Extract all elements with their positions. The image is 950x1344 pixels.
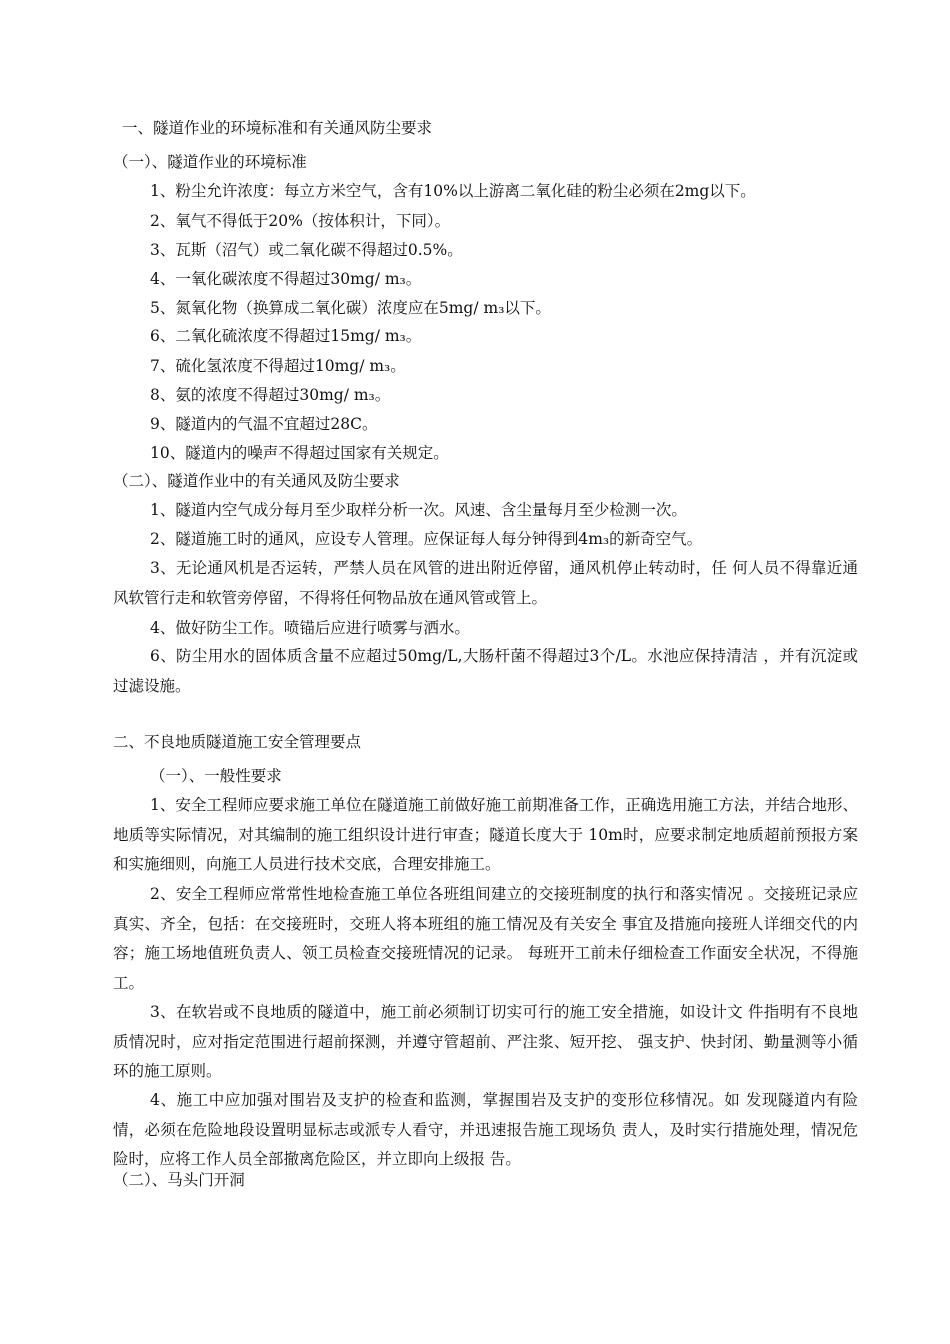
vent-item-1: 1、隧道内空气成分每月至少取样分析一次。风速、含尘量每月至少检测一次。 — [150, 501, 687, 519]
section-1-title: （一）、隧道作业的环境标准 — [113, 153, 307, 171]
section-2-title: （二）、隧道作业中的有关通风及防尘要求 — [113, 472, 400, 490]
env-item-6: 6、二氧化硫浓度不得超过15mg/ m₃。 — [150, 327, 422, 345]
general-item-4: 4、施工中应加强对围岩及支护的检查和监测，掌握围岩及支护的变形位移情况。如 发现隧道内有险情，必须在危险地段设置明显标志或派专人看守，并迅速报告施工现场负 责人，及时实行措施处理，情况危险时，应将工作人员全部撤离危险区，并立即向上级报 告。 — [113, 1091, 858, 1168]
vent-item-6: 6、防尘用水的固体质含量不应超过50mg/L,大肠杆菌不得超过3个/L。水池应保持清洁 ，并有沉淀或过滤设施。 — [113, 647, 858, 695]
general-item-3: 3、在软岩或不良地质的隧道中，施工前必须制订切实可行的施工安全措施，如设计文 件指明有不良地质情况时，应对指定范围进行超前探测，并遵守管超前、严注浆、短开挖、 强支护、快封闭、勤量测等小循环的施工原则。 — [113, 1003, 858, 1080]
env-item-2: 2、氧气不得低于20%（按体积计，下同）。 — [150, 212, 451, 230]
vent-item-3: 3、无论通风机是否运转，严禁人员在风管的进出附近停留，通风机停止转动时，任 何人员不得靠近通风软管行走和软管旁停留，不得将任何物品放在通风管或管上。 — [113, 559, 858, 607]
env-item-8: 8、氨的浓度不得超过30mg/ m₃。 — [150, 386, 391, 404]
general-item-2: 2、安全工程师应常常性地检查施工单位各班组间建立的交接班制度的执行和落实情况 。交接班记录应真实、齐全，包括：在交接班时，交班人将本班组的施工情况及有关安全 事宜及措施向接班人详细交代的内容；施工场地值班负责人、领工员检查交接班情况的记录。 每班开工前未仔细检查工作面安全状况，不得施工。 — [113, 885, 858, 992]
env-item-5: 5、氮氧化物（换算成二氧化碳）浓度应在5mg/ m₃以下。 — [150, 299, 551, 317]
section-3-title: （一）、一般性要求 — [150, 767, 282, 785]
env-item-10: 10、隧道内的噪声不得超过国家有关规定。 — [150, 444, 449, 462]
vent-item-2: 2、隧道施工时的通风，应设专人管理。应保证每人每分钟得到4m₃的新奇空气。 — [150, 530, 703, 548]
heading-2: 二、不良地质隧道施工安全管理要点 — [113, 733, 362, 751]
env-item-3: 3、瓦斯（沼气）或二氧化碳不得超过0.5%。 — [150, 241, 463, 259]
heading-1: 一、隧道作业的环境标准和有关通风防尘要求 — [122, 119, 433, 137]
general-item-1: 1、安全工程师应要求施工单位在隧道施工前做好施工前期准备工作，正确选用施工方法，并结合地形、地质等实际情况，对其编制的施工组织设计进行审查；隧道长度大于 10m时，应要求制定地质超前预报方案和实施细则，向施工人员进行技术交底，合理安排施工。 — [113, 796, 858, 873]
env-item-4: 4、一氧化碳浓度不得超过30mg/ m₃。 — [150, 270, 422, 288]
env-item-7: 7、硫化氢浓度不得超过10mg/ m₃。 — [150, 357, 406, 375]
env-item-9: 9、隧道内的气温不宜超过28C。 — [150, 415, 378, 433]
vent-item-4: 4、做好防尘工作。喷锚后应进行喷雾与洒水。 — [150, 619, 470, 637]
section-4-title: （二）、马头门开洞 — [113, 1171, 245, 1189]
env-item-1: 1、粉尘允许浓度：每立方米空气，含有10%以上游离二氧化硅的粉尘必须在2mg以下。 — [150, 182, 756, 200]
